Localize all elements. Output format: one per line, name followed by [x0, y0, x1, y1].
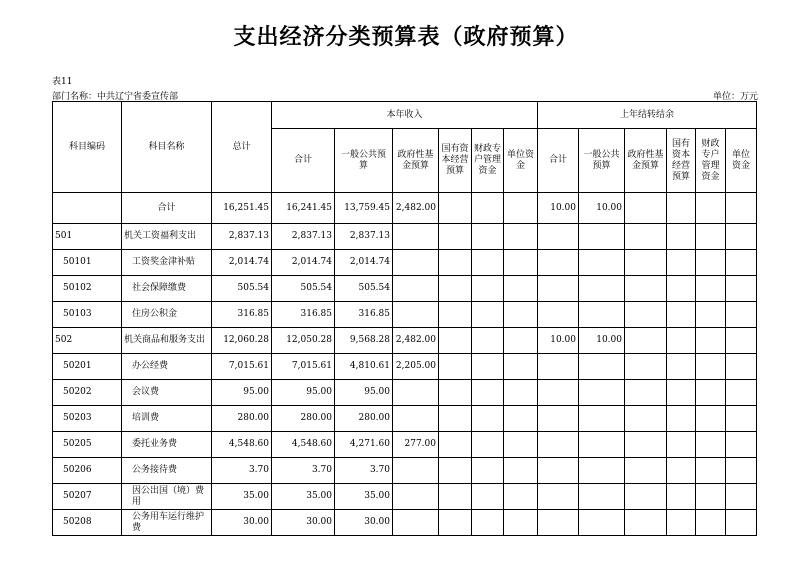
- cell-sub: 95.00: [272, 380, 335, 406]
- cell-fund: [393, 380, 439, 406]
- cell-total: 4,548.60: [212, 432, 272, 458]
- cell-cs: 10.00: [538, 193, 579, 224]
- cell-cs: [538, 432, 579, 458]
- cell-name: 公务用车运行维护费: [122, 510, 212, 536]
- cell-cs: [538, 354, 579, 380]
- cell-empty: [696, 224, 726, 250]
- cell-sub: 12,050.28: [272, 328, 335, 354]
- cell-gen: 316.85: [335, 302, 393, 328]
- cell-empty: [439, 250, 472, 276]
- table-row: [53, 354, 757, 380]
- header-carry-state-capital: 国有资本经营预算: [667, 129, 696, 193]
- cell-empty: [504, 328, 538, 354]
- cell-empty: [439, 328, 472, 354]
- cell-empty: [667, 510, 696, 536]
- table-row: [53, 458, 757, 484]
- cell-total: 95.00: [212, 380, 272, 406]
- cell-empty: [472, 328, 504, 354]
- cell-empty: [726, 406, 757, 432]
- table-row: [53, 380, 757, 406]
- table-number: 表11: [52, 77, 73, 87]
- cell-empty: [667, 354, 696, 380]
- header-name: 科目名称: [122, 102, 212, 193]
- header-total: 总计: [212, 102, 272, 193]
- cell-empty: [667, 432, 696, 458]
- cell-code: 50207: [53, 484, 122, 510]
- cell-code: 50201: [53, 354, 122, 380]
- cell-empty: [696, 250, 726, 276]
- cell-empty: [504, 484, 538, 510]
- cell-sub: 16,241.45: [272, 193, 335, 224]
- cell-sub: 280.00: [272, 406, 335, 432]
- cell-gen: 95.00: [335, 380, 393, 406]
- cell-cs: [538, 484, 579, 510]
- cell-fund: [393, 484, 439, 510]
- cell-empty: [696, 328, 726, 354]
- cell-total: 2,014.74: [212, 250, 272, 276]
- cell-empty: [472, 510, 504, 536]
- cell-empty: [504, 302, 538, 328]
- header-carry-fund: 政府性基金预算: [625, 129, 667, 193]
- cell-sub: 7,015.61: [272, 354, 335, 380]
- cell-name: 住房公积金: [122, 302, 212, 328]
- cell-empty: [625, 328, 667, 354]
- cell-empty: [625, 484, 667, 510]
- table-row: [53, 510, 757, 536]
- cell-empty: [667, 484, 696, 510]
- cell-gen: 30.00: [335, 510, 393, 536]
- cell-empty: [439, 276, 472, 302]
- cell-gen: 280.00: [335, 406, 393, 432]
- cell-sub: 316.85: [272, 302, 335, 328]
- header-state-capital: 国有资本经营预算: [439, 129, 472, 193]
- cell-empty: [696, 193, 726, 224]
- cell-sub: 2,837.13: [272, 224, 335, 250]
- cell-total: 505.54: [212, 276, 272, 302]
- cell-empty: [696, 406, 726, 432]
- cell-fund: [393, 458, 439, 484]
- cell-cs: [538, 250, 579, 276]
- table-row: [53, 250, 757, 276]
- cell-name: 办公经费: [122, 354, 212, 380]
- cell-fund: [393, 250, 439, 276]
- cell-empty: [504, 276, 538, 302]
- cell-empty: [667, 302, 696, 328]
- cell-empty: [667, 224, 696, 250]
- cell-cg: [579, 224, 625, 250]
- table-row: [53, 484, 757, 510]
- cell-total: 7,015.61: [212, 354, 272, 380]
- cell-empty: [726, 484, 757, 510]
- cell-empty: [625, 406, 667, 432]
- page-title: 支出经济分类预算表（政府预算）: [233, 24, 579, 50]
- cell-sub: 3.70: [272, 458, 335, 484]
- cell-fund: [393, 302, 439, 328]
- cell-empty: [667, 328, 696, 354]
- cell-name: 公务接待费: [122, 458, 212, 484]
- unit-label: 单位：万元: [712, 92, 758, 102]
- cell-empty: [726, 193, 757, 224]
- cell-empty: [625, 193, 667, 224]
- cell-cg: 10.00: [579, 328, 625, 354]
- cell-empty: [439, 458, 472, 484]
- cell-cs: [538, 406, 579, 432]
- cell-empty: [472, 224, 504, 250]
- cell-empty: [472, 432, 504, 458]
- cell-empty: [439, 224, 472, 250]
- cell-code: 50208: [53, 510, 122, 536]
- cell-empty: [625, 354, 667, 380]
- cell-total: 35.00: [212, 484, 272, 510]
- cell-cs: [538, 276, 579, 302]
- cell-gen: 35.00: [335, 484, 393, 510]
- cell-empty: [439, 406, 472, 432]
- header-carry-unit-fund: 单位资金: [726, 129, 757, 193]
- cell-empty: [667, 250, 696, 276]
- cell-fund: 2,482.00: [393, 328, 439, 354]
- cell-cg: [579, 276, 625, 302]
- cell-code: 50103: [53, 302, 122, 328]
- cell-empty: [726, 302, 757, 328]
- cell-empty: [504, 224, 538, 250]
- cell-empty: [696, 458, 726, 484]
- cell-empty: [439, 302, 472, 328]
- cell-code: 50101: [53, 250, 122, 276]
- cell-name: 合计: [122, 193, 212, 224]
- cell-empty: [472, 484, 504, 510]
- cell-empty: [726, 250, 757, 276]
- cell-cg: [579, 484, 625, 510]
- cell-code: [53, 193, 122, 224]
- cell-empty: [504, 432, 538, 458]
- cell-empty: [472, 302, 504, 328]
- cell-empty: [439, 510, 472, 536]
- cell-empty: [696, 302, 726, 328]
- cell-cs: [538, 380, 579, 406]
- cell-empty: [625, 224, 667, 250]
- cell-empty: [504, 193, 538, 224]
- cell-empty: [439, 432, 472, 458]
- cell-sub: 4,548.60: [272, 432, 335, 458]
- cell-empty: [726, 224, 757, 250]
- cell-gen: 4,271.60: [335, 432, 393, 458]
- cell-name: 培训费: [122, 406, 212, 432]
- cell-cg: [579, 380, 625, 406]
- cell-cs: [538, 224, 579, 250]
- cell-empty: [439, 484, 472, 510]
- cell-empty: [667, 193, 696, 224]
- cell-sub: 30.00: [272, 510, 335, 536]
- cell-code: 50203: [53, 406, 122, 432]
- cell-empty: [472, 276, 504, 302]
- header-carry-general: 一般公共预算: [579, 129, 625, 193]
- cell-empty: [667, 276, 696, 302]
- cell-empty: [726, 510, 757, 536]
- cell-fund: 2,482.00: [393, 193, 439, 224]
- header-code: 科目编码: [53, 102, 122, 193]
- cell-empty: [726, 432, 757, 458]
- cell-code: 502: [53, 328, 122, 354]
- cell-cg: [579, 510, 625, 536]
- cell-empty: [504, 510, 538, 536]
- header-unit-fund: 单位资金: [504, 129, 538, 193]
- cell-sub: 35.00: [272, 484, 335, 510]
- cell-code: 50205: [53, 432, 122, 458]
- cell-empty: [472, 458, 504, 484]
- cell-total: 280.00: [212, 406, 272, 432]
- cell-gen: 4,810.61: [335, 354, 393, 380]
- header-fiscal-special: 财政专户管理资金: [472, 129, 504, 193]
- table-row: [53, 276, 757, 302]
- cell-cg: [579, 302, 625, 328]
- cell-empty: [625, 510, 667, 536]
- cell-empty: [696, 484, 726, 510]
- cell-gen: 2,837.13: [335, 224, 393, 250]
- cell-empty: [625, 302, 667, 328]
- cell-cg: [579, 354, 625, 380]
- cell-total: 12,060.28: [212, 328, 272, 354]
- cell-gen: 9,568.28: [335, 328, 393, 354]
- cell-total: 316.85: [212, 302, 272, 328]
- cell-empty: [625, 458, 667, 484]
- cell-gen: 13,759.45: [335, 193, 393, 224]
- cell-empty: [667, 380, 696, 406]
- header-current-year: 本年收入: [272, 102, 538, 129]
- cell-code: 50202: [53, 380, 122, 406]
- cell-empty: [439, 193, 472, 224]
- cell-gen: 3.70: [335, 458, 393, 484]
- header-subtotal: 合计: [272, 129, 335, 193]
- cell-empty: [504, 380, 538, 406]
- cell-empty: [472, 354, 504, 380]
- cell-empty: [472, 250, 504, 276]
- cell-empty: [472, 380, 504, 406]
- cell-fund: [393, 276, 439, 302]
- cell-empty: [504, 406, 538, 432]
- cell-cg: [579, 458, 625, 484]
- cell-total: 16,251.45: [212, 193, 272, 224]
- table-row: [53, 193, 757, 224]
- cell-empty: [696, 510, 726, 536]
- cell-empty: [726, 328, 757, 354]
- cell-empty: [504, 250, 538, 276]
- cell-empty: [472, 193, 504, 224]
- cell-total: 3.70: [212, 458, 272, 484]
- cell-empty: [726, 354, 757, 380]
- table-row: [53, 432, 757, 458]
- cell-cg: [579, 432, 625, 458]
- cell-name: 机关商品和服务支出: [122, 328, 212, 354]
- cell-code: 501: [53, 224, 122, 250]
- cell-cg: [579, 406, 625, 432]
- budget-table: [52, 101, 757, 536]
- table-row: [53, 328, 757, 354]
- cell-fund: [393, 510, 439, 536]
- cell-empty: [504, 458, 538, 484]
- cell-name: 机关工资福利支出: [122, 224, 212, 250]
- cell-cg: 10.00: [579, 193, 625, 224]
- cell-empty: [472, 406, 504, 432]
- cell-gen: 505.54: [335, 276, 393, 302]
- header-carryover: 上年结转结余: [538, 102, 757, 129]
- cell-fund: [393, 224, 439, 250]
- cell-empty: [625, 276, 667, 302]
- cell-empty: [726, 276, 757, 302]
- cell-code: 50102: [53, 276, 122, 302]
- cell-empty: [696, 354, 726, 380]
- cell-empty: [696, 380, 726, 406]
- cell-name: 社会保障缴费: [122, 276, 212, 302]
- cell-empty: [625, 432, 667, 458]
- cell-empty: [726, 458, 757, 484]
- cell-empty: [726, 380, 757, 406]
- cell-gen: 2,014.74: [335, 250, 393, 276]
- cell-empty: [439, 354, 472, 380]
- cell-cs: [538, 458, 579, 484]
- cell-empty: [696, 276, 726, 302]
- cell-empty: [667, 458, 696, 484]
- table-row: [53, 224, 757, 250]
- cell-cs: [538, 510, 579, 536]
- cell-name: 会议费: [122, 380, 212, 406]
- cell-name: 因公出国（境）费用: [122, 484, 212, 510]
- cell-total: 2,837.13: [212, 224, 272, 250]
- cell-fund: [393, 406, 439, 432]
- cell-empty: [625, 380, 667, 406]
- cell-cs: [538, 302, 579, 328]
- cell-empty: [696, 432, 726, 458]
- cell-fund: 277.00: [393, 432, 439, 458]
- cell-sub: 505.54: [272, 276, 335, 302]
- department-name: 部门名称：中共辽宁省委宣传部: [52, 92, 179, 102]
- cell-sub: 2,014.74: [272, 250, 335, 276]
- cell-name: 工资奖金津补贴: [122, 250, 212, 276]
- cell-empty: [504, 354, 538, 380]
- cell-empty: [625, 250, 667, 276]
- header-carry-subtotal: 合计: [538, 129, 579, 193]
- header-carry-fiscal-special: 财政专户管理资金: [696, 129, 726, 193]
- cell-cg: [579, 250, 625, 276]
- header-fund-budget: 政府性基金预算: [393, 129, 439, 193]
- header-general-budget: 一般公共预算: [335, 129, 393, 193]
- cell-cs: 10.00: [538, 328, 579, 354]
- table-row: [53, 406, 757, 432]
- cell-empty: [439, 380, 472, 406]
- cell-code: 50206: [53, 458, 122, 484]
- cell-empty: [667, 406, 696, 432]
- cell-fund: 2,205.00: [393, 354, 439, 380]
- cell-total: 30.00: [212, 510, 272, 536]
- cell-name: 委托业务费: [122, 432, 212, 458]
- table-row: [53, 302, 757, 328]
